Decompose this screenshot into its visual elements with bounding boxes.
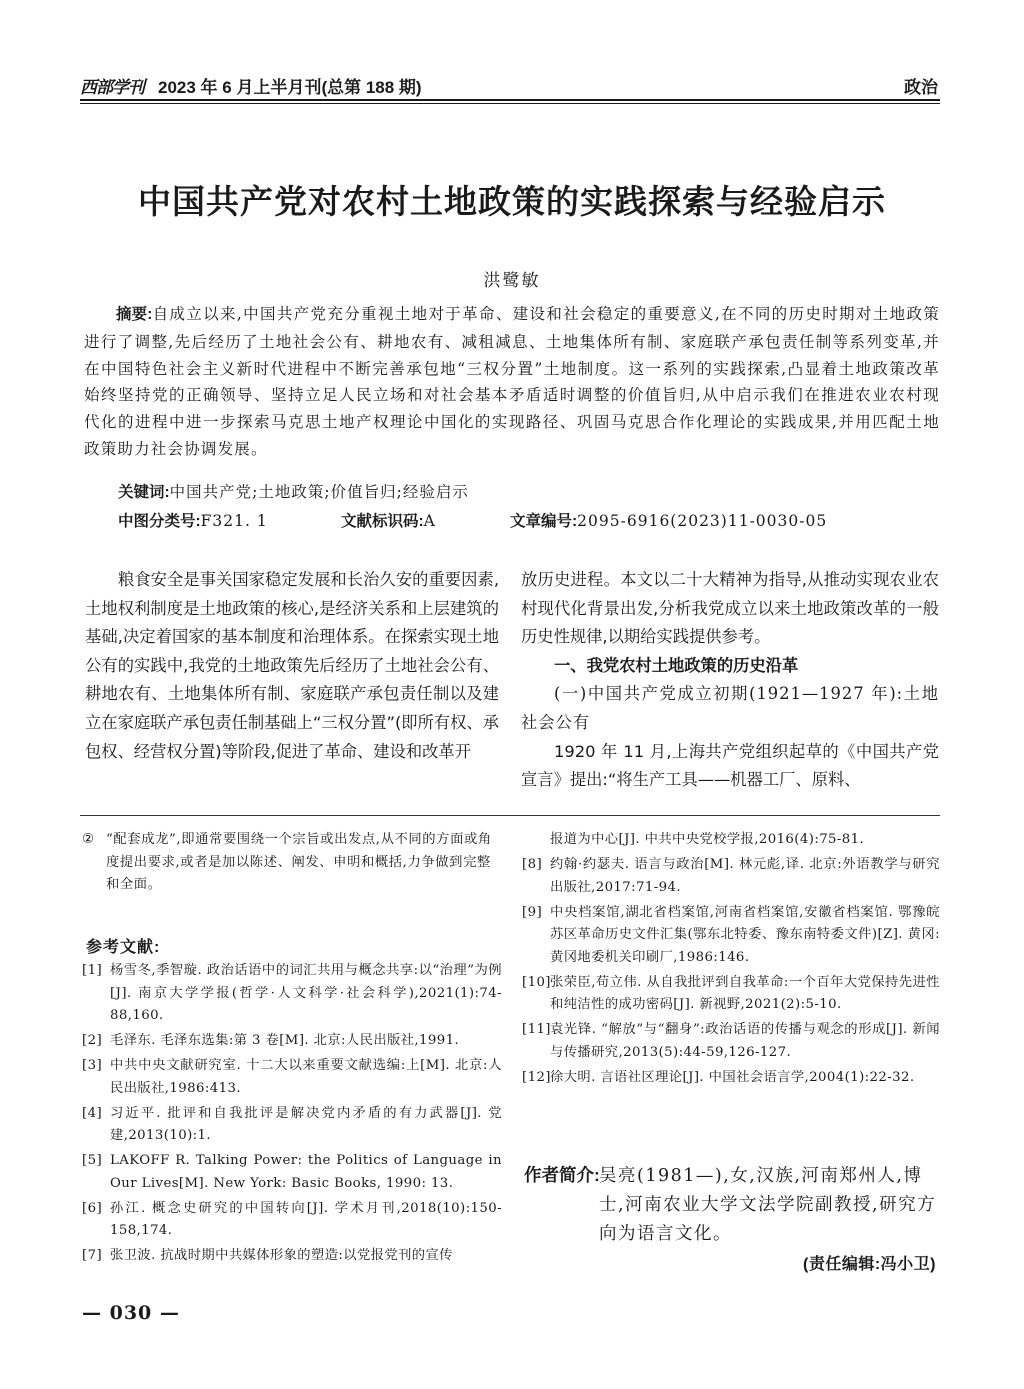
- reference-number: [2]: [82, 1033, 103, 1048]
- footnote: [82, 829, 502, 897]
- reference-item: [82, 1030, 502, 1053]
- responsible-editor: (责任编辑:冯小卫): [803, 1256, 936, 1273]
- keywords-text: 中国共产党;土地政策;价值旨归;经验启示: [169, 483, 469, 501]
- references-left: [82, 960, 502, 1270]
- reference-text: 习近平. 批评和自我批评是解决党内矛盾的有力武器[J]. 党建,2013(10):1.: [110, 1105, 502, 1143]
- author-intro-text: 吴亮(1981—),女,汉族,河南郑州人,博士,河南农业大学文法学院副教授,研究方向为语言文化。: [599, 1166, 937, 1244]
- author-introduction: [524, 1161, 940, 1249]
- reference-text: 张卫波. 抗战时期中共媒体形象的塑造:以党报党刊的宣传: [110, 1248, 453, 1263]
- reference-text: 中共中央文献研究室. 十二大以来重要文献选编:上[M]. 北京:人民出版社,1986:413.: [110, 1058, 502, 1096]
- footnote-marker: ②: [82, 832, 95, 847]
- body-paragraph: 放历史进程。本文以二十大精神为指导,从推动实现农业农村现代化背景出发,分析我党成立以来土地政策改革的一般历史性规律,以期给实践提供参考。: [521, 570, 939, 647]
- document-code: [341, 509, 436, 531]
- clc-label: 中图分类号:: [118, 513, 201, 530]
- reference-item: [522, 854, 940, 899]
- header-rule-thin: [80, 103, 940, 104]
- doc-code-text: A: [423, 512, 436, 530]
- abstract-label: 摘要:: [116, 306, 153, 323]
- reference-number: [12]: [522, 1069, 551, 1085]
- body-paragraph: 1920 年 11 月,上海共产党组织起草的《中国共产党宣言》提出:“将生产工具——机器工厂、原料、: [521, 741, 939, 790]
- reference-number: [3]: [82, 1058, 103, 1073]
- reference-text: 毛泽东. 毛泽东选集:第 3 卷[M]. 北京:人民出版社,1991.: [110, 1033, 460, 1048]
- keywords-label: 关键词:: [118, 484, 170, 501]
- reference-text: 约翰·约瑟夫. 语言与政治[M]. 林元彪,译. 北京:外语教学与研究出版社,2017:71-94.: [550, 857, 940, 895]
- body-left-column: [85, 566, 499, 766]
- reference-number: [5]: [82, 1153, 103, 1168]
- clc-number: [118, 509, 268, 531]
- article-no-label: 文章编号:: [510, 513, 578, 530]
- reference-text: LAKOFF R. Talking Power: the Politics of Language in Our Lives[M]. New York: Basic Books, 1990: 13.: [110, 1153, 502, 1191]
- reference-item: [82, 1150, 502, 1195]
- clc-text: F321. 1: [200, 512, 268, 530]
- article-title: 中国共产党对农村土地政策的实践探索与经验启示: [138, 182, 886, 221]
- reference-item: [522, 1019, 940, 1064]
- reference-item: [522, 1067, 940, 1090]
- issue-info: 2023 年 6 月上半月刊(总第 188 期): [158, 78, 422, 97]
- footnote-separator: [80, 815, 940, 816]
- references-title: 参考文献:: [86, 939, 161, 956]
- article-no-text: 2095-6916(2023)11-0030-05: [577, 512, 828, 530]
- references-right: [522, 829, 940, 1092]
- reference-item: [82, 1198, 502, 1243]
- author-intro-label: 作者简介:: [524, 1165, 600, 1185]
- article-number: [510, 509, 827, 531]
- reference-number: [9]: [522, 904, 543, 920]
- reference-text: 报道为中心[J]. 中共中央党校学报,2016(4):75-81.: [550, 832, 865, 847]
- header-rule: [80, 99, 940, 101]
- keywords: [118, 480, 469, 502]
- abstract-text: 自成立以来,中国共产党充分重视土地对于革命、建设和社会稳定的重要意义,在不同的历史时期对土地政策进行了调整,先后经历了土地社会公有、耕地农有、减租减息、土地集体所有制、家庭联产承包责任制等系列变革,并在中国特色社会主义新时代进程中不断完善承包地“三权分置”土地制度。这一系列的实践探索,凸显着土地政策改革始终坚持党的正确领导、坚持立足人民立场和对社会基本矛盾适时调整的价值旨归,从中启示我们在推进农业农村现代化的进程中进一步探索马克思土地产权理论中国化的实现路径、巩固马克思合作化理论的实践成果,并用匹配土地政策助力社会协调发展。: [84, 305, 940, 458]
- reference-item: [522, 972, 940, 1017]
- reference-item: [82, 1245, 502, 1268]
- reference-text: 杨雪冬,季智璇. 政治话语中的词汇共用与概念共享:以“治理”为例[J]. 南京大学学报(哲学·人文科学·社会科学),2021(1):74-88,160.: [110, 963, 502, 1023]
- abstract: [84, 301, 940, 463]
- footnote-text: “配套成龙”,即通常要围绕一个宗旨或出发点,从不同的方面或角度提出要求,或者是加以陈述、阐发、申明和概括,力争做到完整和全面。: [106, 832, 492, 892]
- reference-continuation: [522, 829, 940, 852]
- doc-code-label: 文献标识码:: [341, 513, 424, 530]
- reference-number: [4]: [82, 1105, 103, 1121]
- reference-number: [6]: [82, 1200, 103, 1216]
- reference-number: [11]: [522, 1022, 551, 1037]
- reference-number: [8]: [522, 857, 543, 872]
- body-paragraph: 粮食安全是事关国家稳定发展和长治久安的重要因素,土地权利制度是土地政策的核心,是经济关系和上层建筑的基础,决定着国家的基本制度和治理体系。在探索实现土地公有的实践中,我党的土地政策先后经历了土地社会公有、耕地农有、土地集体所有制、家庭联产承包责任制以及建立在家庭联产承包责任制基础上“三权分置”(即所有权、承包权、经营权分置)等阶段,促进了革命、建设和改革开: [85, 570, 499, 761]
- page-number: — 030 —: [82, 1302, 180, 1324]
- reference-text: 徐大明. 言语社区理论[J]. 中国社会语言学,2004(1):22-32.: [550, 1069, 915, 1085]
- reference-item: [82, 1055, 502, 1100]
- journal-logo: 西部学刊: [80, 78, 144, 98]
- section-label: 政治: [904, 78, 938, 97]
- reference-text: 孙江. 概念史研究的中国转向[J]. 学术月刊,2018(10):150-158,174.: [110, 1200, 502, 1238]
- reference-text: 张荣臣,苟立伟. 从自我批评到自我革命:一个百年大党保持先进性和纯洁性的成功密码[J]. 新视野,2021(2):5-10.: [550, 974, 940, 1012]
- reference-text: 中央档案馆,湖北省档案馆,河南省档案馆,安徽省档案馆. 鄂豫皖苏区革命历史文件汇集(鄂东北特委、豫东南特委文件)[Z]. 黄冈:黄冈地委机关印刷厂,1986:146.: [550, 904, 940, 965]
- reference-item: [82, 1103, 502, 1148]
- reference-item: [82, 960, 502, 1028]
- subsection-heading: (一)中国共产党成立初期(1921—1927 年):土地社会公有: [521, 684, 939, 732]
- reference-item: [522, 902, 940, 970]
- body-right-column: [521, 566, 939, 795]
- reference-number: [1]: [82, 963, 103, 978]
- reference-text: 袁光锋. “解放”与“翻身”:政治话语的传播与观念的形成[J]. 新闻与传播研究,2013(5):44-59,126-127.: [550, 1022, 940, 1060]
- reference-number: [10]: [522, 974, 551, 990]
- reference-number: [7]: [82, 1248, 103, 1263]
- section-heading: 一、我党农村土地政策的历史沿革: [554, 655, 799, 675]
- article-author: 洪鹭敏: [483, 271, 541, 291]
